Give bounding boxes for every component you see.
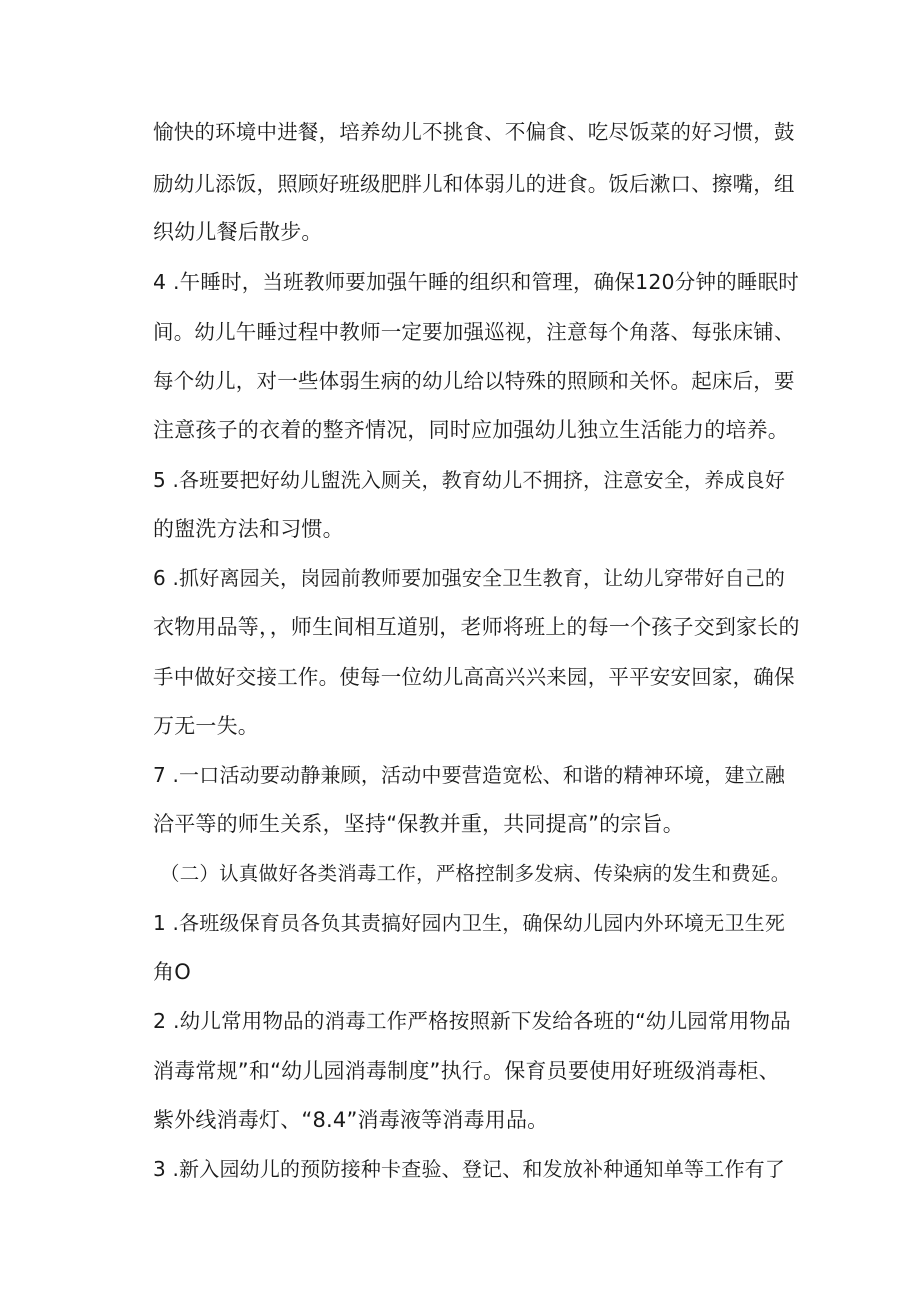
text-line: 1 .各班级保育员各负其责搞好园内卫生，确保幼儿园内外环境无卫生死 [153,911,786,935]
text-line: 角O [153,960,191,984]
text-line: 5 .各班要把好幼儿盥洗入厕关，教育幼儿不拥挤，注意安全，养成良好 [153,468,786,492]
text-line: 7 .一口活动要动静兼顾，活动中要营造宽松、和谐的精神环境，建立融 [153,763,786,787]
text-line: 消毒常规”和“幼儿园消毒制度”执行。保育员要使用好班级消毒柜、 [153,1059,780,1083]
text-line: 间。幼儿午睡过程中教师一定要加强巡视，注意每个角落、每张床铺、 [153,320,795,344]
text-line: 手中做好交接工作。使每一位幼儿高高兴兴来园，平平安安回家，确保 [153,665,795,689]
text-line: 衣物用品等，，师生间相互道别，老师将班上的每一个孩子交到家长的 [153,615,800,639]
text-line: 织幼儿餐后散步。 [153,220,323,244]
text-line: 4 .午睡时，当班教师要加强午睡的组织和管理，确保120分钟的睡眠时 [153,270,800,294]
text-line: 2 .幼儿常用物品的消毒工作严格按照新下发给各班的“幼儿园常用物品 [153,1009,791,1033]
text-line: 万无一失。 [153,714,259,738]
text-line: 愉快的环境中进餐，培养幼儿不挑食、不偏食、吃尽饭菜的好习惯，鼓 [153,120,795,144]
text-line: 注意孩子的衣着的整齐情况，同时应加强幼儿独立生活能力的培养。 [153,418,789,442]
text-line: 的盥洗方法和习惯。 [153,517,344,541]
text-line: 洽平等的师生关系，坚持“保教并重，共同提高”的宗旨。 [153,812,684,836]
text-line: 励幼儿添饭，照顾好班级肥胖儿和体弱儿的进食。饭后漱口、擦嘴，组 [153,172,795,196]
text-line: 每个幼儿，对一些体弱生病的幼儿给以特殊的照顾和关怀。起床后，要 [153,369,795,393]
text-line: 紫外线消毒灯、“8.4”消毒液等消毒用品。 [153,1108,549,1132]
text-line: 3 .新入园幼儿的预防接种卡查验、登记、和发放补种通知单等工作有了 [153,1157,786,1181]
text-line: 6 .抓好离园关，岗园前教师要加强安全卫生教育，让幼儿穿带好自己的 [153,566,786,590]
section-heading: （二）认真做好各类消毒工作，严格控制多发病、传染病的发生和费延。 [160,862,791,885]
